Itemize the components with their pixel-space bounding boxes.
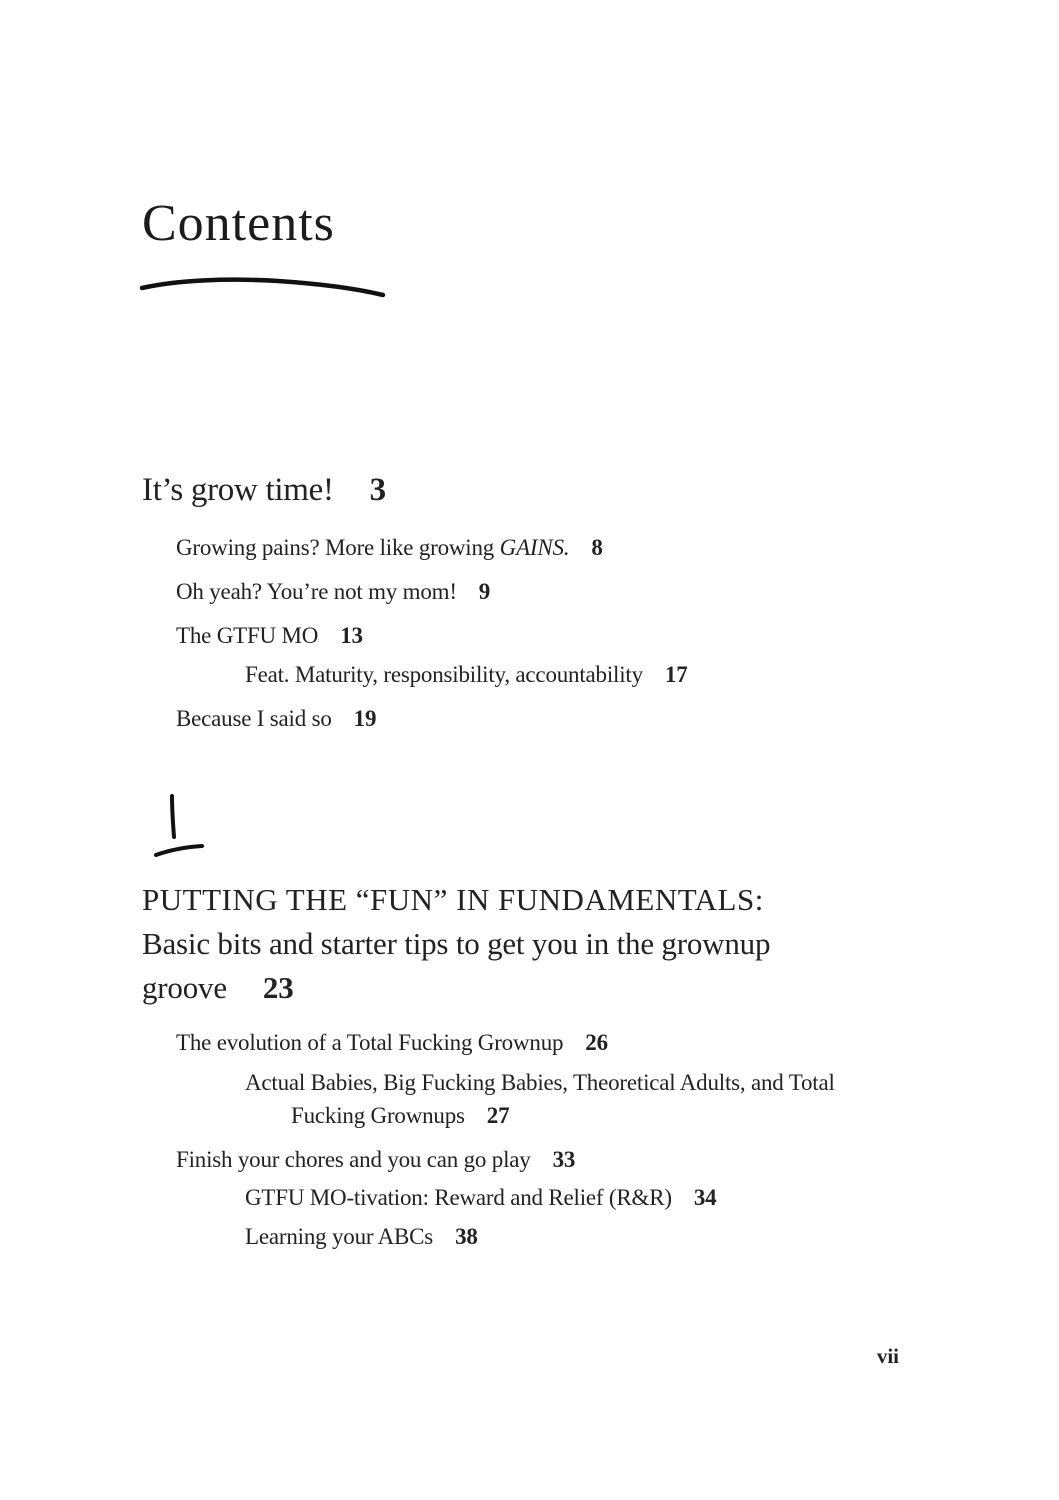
toc-page-number: 23 (262, 970, 294, 1005)
toc-entry-title: Feat. Maturity, responsibility, accountability (245, 662, 643, 687)
page-title: Contents (142, 195, 335, 252)
toc-page-number: 19 (353, 706, 377, 731)
toc-page-number: 38 (455, 1224, 478, 1249)
toc-entry-title: Growing pains? More like growing (176, 535, 500, 560)
page-folio: vii (876, 1344, 899, 1368)
toc-page-number: 33 (552, 1147, 576, 1172)
toc-entry-title-italic: GAINS. (499, 535, 570, 560)
part-title-caps: PUTTING THE “FUN” IN FUNDAMENTALS: (142, 882, 764, 917)
toc-entry-feat-maturity[interactable] (245, 663, 688, 686)
toc-entry-title: GTFU MO-tivation: Reward and Relief (R&R) (245, 1185, 672, 1210)
toc-entry-title: The evolution of a Total Fucking Grownup (176, 1030, 564, 1055)
toc-page-number: 17 (664, 662, 688, 687)
toc-entry-learning-abcs[interactable] (245, 1225, 478, 1248)
toc-entry-finish-chores[interactable] (176, 1148, 575, 1171)
toc-entry-growing-pains[interactable] (176, 536, 603, 559)
toc-entry-not-my-mom[interactable] (176, 580, 490, 603)
toc-page-number: 34 (693, 1185, 717, 1210)
toc-entry-intro[interactable] (142, 474, 386, 507)
toc-entry-title: Oh yeah? You’re not my mom! (176, 579, 457, 604)
toc-page-number: 27 (486, 1103, 510, 1128)
toc-page-number: 3 (369, 472, 386, 508)
toc-entry-title: Finish your chores and you can go play (176, 1147, 531, 1172)
toc-entry-gtfu-motivation[interactable] (245, 1186, 716, 1209)
part-title-subtitle: Basic bits and starter tips to get you in the grownup groove (142, 926, 771, 1005)
toc-entry-title: It’s grow time! (142, 472, 334, 508)
title-underline-swash (138, 270, 388, 306)
toc-entry-because-i-said-so[interactable] (176, 707, 376, 730)
toc-entry-title: Because I said so (176, 706, 332, 731)
toc-entry-gtfu-mo[interactable] (176, 624, 363, 647)
part-number-glyph (148, 790, 218, 865)
toc-entry-part-1[interactable] (142, 878, 862, 1010)
toc-page-number: 13 (340, 623, 363, 648)
toc-entry-title-line2: Fucking Grownups (291, 1103, 465, 1128)
toc-page-number: 26 (585, 1030, 608, 1055)
toc-entry-title: The GTFU MO (176, 623, 319, 648)
toc-entry-actual-babies[interactable] (245, 1066, 905, 1132)
toc-page-number: 9 (478, 579, 491, 604)
toc-entry-title-line1: Actual Babies, Big Fucking Babies, Theoretical Adults, and Total (245, 1070, 835, 1095)
toc-entry-evolution[interactable] (176, 1031, 608, 1054)
toc-entry-title: Learning your ABCs (245, 1224, 434, 1249)
toc-page-number: 8 (591, 535, 603, 560)
